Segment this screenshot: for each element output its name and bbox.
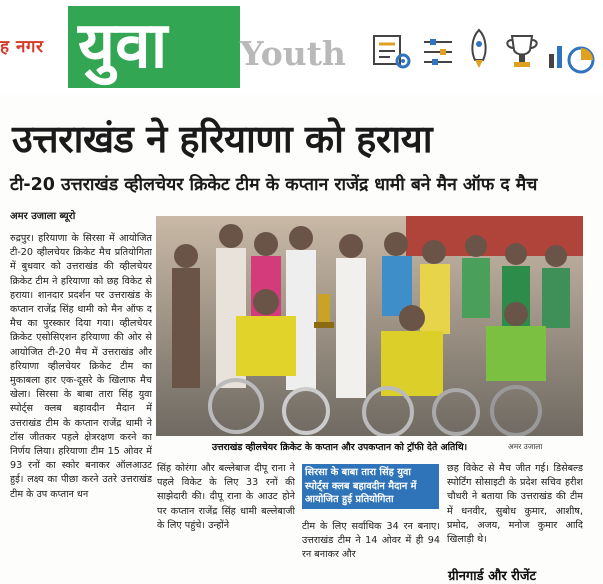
sliders-icon xyxy=(420,34,456,70)
section-subtitle: Youth xyxy=(240,34,346,73)
news-photo xyxy=(156,216,583,436)
article-text: छह विकेट से मैच जीत गई। डिसेबल्ड स्पोर्टिंग सोसाइटी के प्रदेश सचिव हरीश चौधरी ने बताया कि उत्तराखंड की टीम में धनवीर, सुबोध कुमार, आशीष, प्रमोद, अजय, मनोज कुमार आदि खिलाड़ी थे। xyxy=(447,463,583,546)
headline: उत्तराखंड ने हरियाणा को हराया xyxy=(12,117,433,161)
photo-credit: अमर उजाला xyxy=(508,442,543,451)
rocket-icon xyxy=(462,28,496,72)
city-label: ह नगर xyxy=(0,37,44,57)
article-text: रुद्रपुर। हरियाणा के सिरसा में आयोजित टी-20 व्हीलचेयर क्रिकेट मैच प्रतियोगिता में बुधवार को उत्तराखंड की व्हीलचेयर क्रिकेट टीम ने हरियाणा को छह विकेट से हराया। शानदार प्रदर्शन पर उत्तराखंड के कप्तान राजेंद्र सिंह धामी को मैन ऑफ द मैच का पुरस्कार दिया गया। व्हीलचेयर क्रिकेट एसोसिएशन हरियाणा की ओर से आयोजित टी-20 मैच में उत्तराखंड और हरियाणा व्हीलचेयर क्रिकेट टीम का मुकाबला हार एक-दूसरे के खिलाफ मैच खेला। सिरसा के बाबा तारा सिंह युवा स्पोर्ट्स क्लब बहावदीन मैदान में उत्तराखंड टीम के कप्तान राजेंद्र धामी ने टॉस जीतकर पहले क्षेत्ररक्षण करने का निर्णय लिया। हरियाणा टीम 15 ओवर में 93 रनों का स्कोर बनाकर ऑलआउट हुई। लक्ष्य का पीछा करने उतरे उत्तराखंड टीम के उप कप्तान धन xyxy=(10,233,152,500)
article-column-1 xyxy=(10,232,152,582)
chart-icon xyxy=(545,32,601,74)
next-article-headline: ग्रीनगार्ड और रीजेंट xyxy=(448,569,537,584)
article-column-2 xyxy=(157,462,295,580)
article-column-4 xyxy=(447,462,583,580)
article-text: सिंह कोरंगा और बल्लेबाज दीपू राना ने पहले विकेट के लिए 33 रनों की साझेदारी की। दीपू राना के आउट होने पर कप्तान राजेंद्र सिंह धामी बल्लेबाजी के लिए पहुंचे। उन्होंने xyxy=(157,463,295,531)
subheadline: टी-20 उत्तराखंड व्हीलचेयर क्रिकेट टीम के कप्तान राजेंद्र धामी बने मैन ऑफ द मैच xyxy=(10,175,538,195)
section-title: युवा xyxy=(78,8,168,83)
trophy-icon xyxy=(503,32,541,72)
article-text: टीम के लिए सर्वाधिक 34 रन बनाए। उत्तराखंड टीम ने 14 ओवर में ही 94 रन बनाकर और xyxy=(302,521,440,561)
pull-quote: सिरसा के बाबा तारा सिंह युवा स्पोर्ट्स क्लब बहावदीन मैदान में आयोजित हुई प्रतियोगिता xyxy=(302,464,439,509)
gear-icon xyxy=(392,50,414,72)
byline: अमर उजाला ब्यूरो xyxy=(10,211,76,222)
photo-caption: उत्तराखंड व्हीलचेयर क्रिकेट के कप्तान और उपकप्तान को ट्रॉफी देते अतिथि। xyxy=(212,442,468,453)
